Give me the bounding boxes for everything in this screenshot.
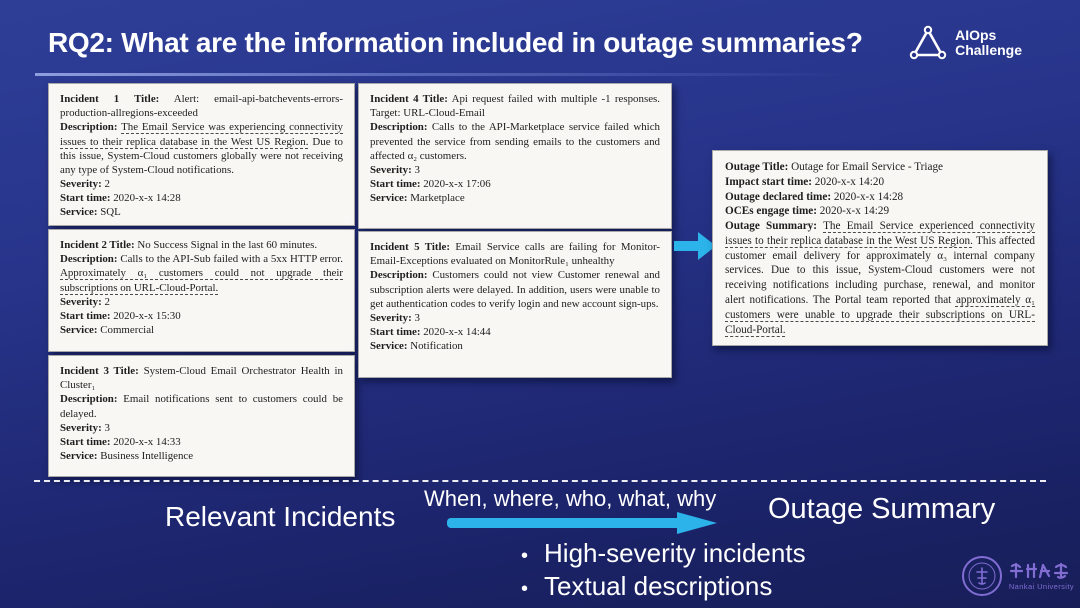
field-label: Severity: [60,295,102,308]
incident-start-line [60,191,343,205]
field-label: Outage Title: [725,161,789,173]
severity-value: 3 [414,163,420,176]
field-label: Start time: [60,192,111,205]
field-label: Incident 1 Title: [60,93,160,105]
outage-title: Outage for Email Service - Triage [791,161,944,173]
incident-start-line [370,177,660,191]
summary-underlined-text: approximately α₁ customers were unable to upgrade their subscriptions on URL-Cloud-Portal. [725,294,1035,336]
page-title: RQ2: What are the information included in outage summaries? [48,27,863,58]
field-label: Description: [60,121,118,134]
flow-arrow-caption: When, where, who, what, why [424,486,717,511]
incident-severity-line [370,163,660,177]
incident-card-3 [48,355,355,477]
incident-title-line [60,238,343,252]
description-text: Email notifications sent to customers could be delayed. [60,393,343,420]
field-label: Severity: [370,311,412,324]
field-label: Start time: [60,435,111,448]
incident-title: Api request failed with multiple -1 responses. Target: URL-Cloud-Email [370,93,660,120]
outage-summary-line [725,219,1035,337]
bullet-icon: • [521,578,529,601]
field-label: Description: [370,269,428,282]
incident-service-line [60,323,343,337]
outage-oces-line [725,204,1035,219]
description-text: Due to this issue, System-Cloud customers globally were not receiving any type of System-Cloud notifications. [60,135,343,176]
field-label: Severity: [370,163,412,176]
incident-description-line [60,252,343,295]
relevant-incidents-label: Relevant Incidents [165,501,396,532]
field-label: Incident 2 Title: [60,239,135,251]
field-label: Severity: [60,178,102,191]
incident-card-5 [358,231,672,378]
field-label: Description: [60,393,118,406]
start-time-value: 2020-x-x 15:30 [113,309,181,322]
field-label: Service: [60,450,98,463]
incident-title: System-Cloud Email Orchestrator Health in Cluster₁ [60,365,343,392]
incident-severity-line [60,421,343,435]
incident-card-1 [48,83,355,226]
field-label: Service: [60,324,98,337]
incident-service-line [60,205,343,219]
nankai-seal-icon [960,554,1004,598]
description-text: Calls to the API-Marketplace service failed which prevented the service from sending emails to the customers and affected α₂ customers. [370,121,660,162]
field-label: Outage declared time: [725,190,832,203]
incident-card-2 [48,229,355,352]
incident-service-line [370,339,660,353]
flow-arrow-icon [447,511,719,535]
oces-time-value: 2020-x-x 14:29 [819,205,890,218]
incident-start-line [60,435,343,449]
outage-summary-bottom-label: Outage Summary [768,493,996,525]
field-label: Service: [370,192,408,205]
impact-time-value: 2020-x-x 14:20 [814,175,885,188]
description-text: Calls to the API-Sub failed with a 5xx HTTP error. [120,253,343,266]
incident-description-line [60,120,343,177]
outage-summary-card [712,150,1048,346]
incident-service-line [60,449,343,463]
description-underlined-text: The Email Service was experiencing connectivity issues to their replica database in the West US Region. [60,121,343,148]
bullet-text: High-severity incidents [544,538,806,568]
nankai-university-logo [960,554,1074,598]
incident-title: No Success Signal in the last 60 minutes. [137,239,318,251]
service-value: Commercial [100,324,155,337]
declared-time-value: 2020-x-x 14:28 [833,190,904,203]
list-item [521,570,806,603]
incident-title-line [370,240,660,268]
description-underlined-text: Approximately α₁ customers could not upgrade their subscriptions on URL-Cloud-Portal. [60,267,343,294]
summary-underlined-text: The Email Service experienced connectivity issues to their replica database in the West US Region. [725,220,1036,247]
incident-start-line [370,325,660,339]
incident-severity-line [60,295,343,309]
field-label: Service: [60,206,98,219]
severity-value: 3 [414,311,420,324]
description-text: Customers could not view Customer renewal and subscription alerts were delayed. In addition, users were unable to get authentication codes to verify login and new account sign-ups. [370,269,660,310]
service-value: Business Intelligence [100,450,194,463]
outage-impact-line [725,175,1035,190]
incident-description-line [370,268,660,311]
field-label: Description: [60,253,118,266]
incident-service-line [370,191,660,205]
incident-title-line [60,364,343,392]
field-label: Start time: [370,326,421,339]
service-value: Notification [410,340,463,353]
incident-title-line [60,92,343,120]
outage-title-line [725,160,1035,175]
bullet-list [521,537,806,604]
aiops-triangle-icon [908,24,948,62]
field-label: Incident 3 Title: [60,365,139,377]
bullet-text: Textual descriptions [544,571,773,602]
start-time-value: 2020-x-x 14:44 [423,326,491,339]
nankai-name-en: Nankai University [1008,582,1074,591]
list-item [521,537,806,570]
service-value: SQL [100,206,121,219]
field-label: Description: [370,121,428,134]
incident-title: Alert: email-api-batchevents-errors-production-allregions-exceeded [60,93,343,120]
incident-card-4 [358,83,672,229]
field-label: Start time: [60,309,111,322]
start-time-value: 2020-x-x 17:06 [423,178,491,191]
severity-value: 2 [104,178,110,191]
incident-start-line [60,309,343,323]
aiops-logo-line1: AIOps [955,26,997,43]
summary-text: This affected customer email delivery for approximately α₃ internal company services. Due to this issue, System-Cloud customers were not receiving notifications including purchase, renewal, and monitor alert notifications. The Portal team reported that [725,234,1035,307]
field-label: Incident 5 Title: [370,241,450,253]
incident-severity-line [60,177,343,191]
service-value: Marketplace [410,192,465,205]
severity-value: 2 [104,295,110,308]
field-label: Severity: [60,421,102,434]
start-time-value: 2020-x-x 14:33 [113,435,181,448]
field-label: Start time: [370,178,421,191]
aiops-logo-text [955,28,1022,59]
bullet-icon: • [521,545,529,567]
outage-declared-line [725,190,1035,205]
incident-title-line [370,92,660,120]
incident-description-line [60,392,343,420]
incident-description-line [370,120,660,163]
nankai-wordmark [1009,561,1074,591]
field-label: Service: [370,340,408,353]
nankai-wordmark-cn-icon [1009,561,1073,581]
field-label: Incident 4 Title: [370,93,448,105]
title-underline [35,73,845,76]
aiops-logo-line2: Challenge [955,42,1022,58]
field-label: Impact start time: [725,175,812,188]
severity-value: 3 [104,421,110,434]
start-time-value: 2020-x-x 14:28 [113,192,181,205]
field-label: OCEs engage time: [725,205,817,218]
incident-title: Email Service calls are failing for Monitor-Email-Exceptions evaluated on MonitorRule₁ unhealthy [370,241,660,268]
incident-severity-line [370,311,660,325]
aiops-challenge-logo [908,24,1022,62]
field-label: Outage Summary: [725,220,818,233]
dashed-divider [34,480,1046,482]
